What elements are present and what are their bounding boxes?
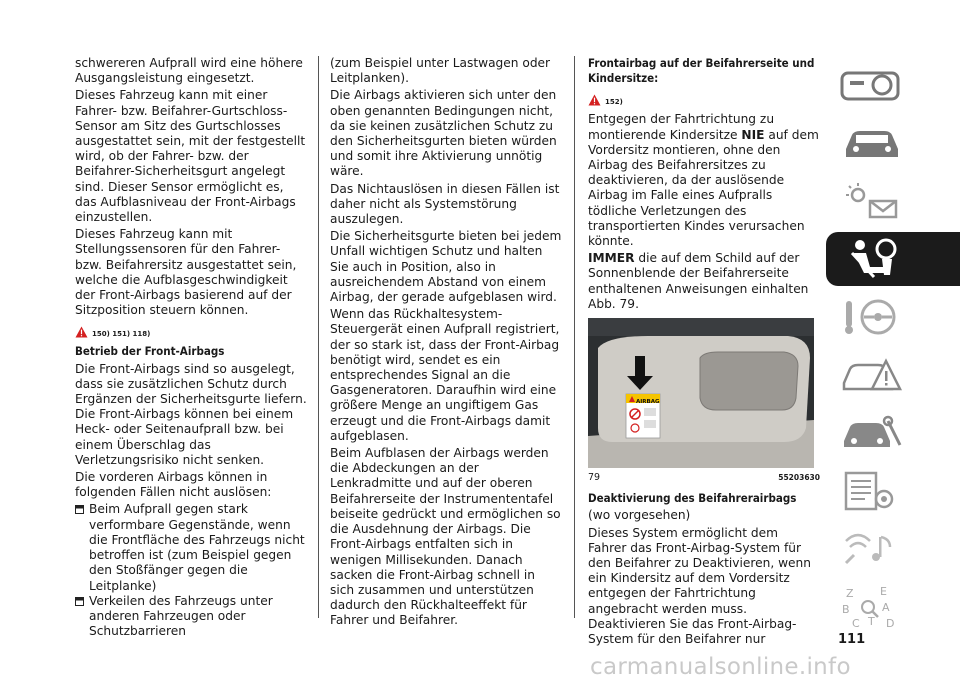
paragraph bbox=[588, 251, 820, 312]
tab-safety[interactable] bbox=[826, 232, 960, 286]
paragraph: schwereren Aufprall wird eine höhere Ausgangsleistung eingesetzt. bbox=[75, 56, 303, 86]
paragraph: Die Sicherheitsgurte bieten bei jedem Unfall wichtigen Schutz und halten Sie auch in Position, also in ausreichendem Abstand von einem Airbag, der gerade aufgeblasen wird. bbox=[330, 229, 562, 305]
column-divider bbox=[574, 56, 575, 618]
car-instruments-icon bbox=[840, 123, 904, 163]
tab-driving[interactable] bbox=[826, 290, 960, 344]
column-3 bbox=[588, 56, 820, 649]
paragraph: Die Airbags aktivieren sich unter den oben genannten Bedingungen nicht, da sie keinen zusätzlichen Schutz zu den Sicherheitsgurten bieten würden und somit ihre Aktivierung unnötig wäre. bbox=[330, 88, 557, 179]
bullet-item bbox=[75, 502, 307, 593]
warning-triangle-icon bbox=[75, 326, 88, 338]
section-heading: Deaktivierung des Beifahrerairbags bbox=[588, 491, 797, 506]
bullet-box-icon bbox=[75, 505, 84, 514]
driving-key-wheel-icon bbox=[840, 297, 904, 337]
figure-number: 79 bbox=[588, 472, 601, 484]
page-number: 111 bbox=[838, 632, 866, 647]
index-letter: E bbox=[880, 585, 887, 598]
index-letter: T bbox=[868, 615, 875, 628]
car-dashboard-icon bbox=[840, 65, 904, 105]
warning-refs: 152) bbox=[605, 98, 623, 107]
tab-emergency[interactable] bbox=[826, 348, 960, 402]
text: die auf dem Schild auf der Sonnenblende der Beifahrerseite enthaltenen Anweisungen einhalten Abb. 79. bbox=[588, 251, 809, 311]
paragraph: Beim Aufblasen der Airbags werden die Abdeckungen an der Lenkradmitte und auf der oberen Beifahrerseite der Instrumententafel beiseite gedrückt und ermöglichen so die Ausdehnung der Airbags. Die Front-Airbags entfalten sich in wenigen Millisekunden. Danach sacken die Front-Airbag schnell in sich zusammen und unterstützen dadurch den Rückhalteeffekt für Fahrer und Beifahrer. bbox=[330, 446, 561, 628]
airbag-label: AIRBAG bbox=[636, 399, 660, 406]
emphasis-never: NIE bbox=[741, 127, 765, 142]
tab-technical-data[interactable] bbox=[826, 464, 960, 518]
warning-reference bbox=[588, 90, 820, 106]
tab-lights[interactable] bbox=[826, 174, 960, 228]
index-letter: B bbox=[842, 603, 850, 616]
seat-safety-icon bbox=[840, 237, 904, 281]
subheading: (wo vorgesehen) bbox=[588, 508, 691, 523]
figure-caption bbox=[588, 470, 820, 485]
column-divider bbox=[318, 56, 319, 618]
paragraph: Das Nichtauslösen in diesen Fällen ist daher nicht als Systemstörung auszulegen. bbox=[330, 181, 560, 227]
tab-instruments[interactable] bbox=[826, 116, 960, 170]
chapter-tabs bbox=[826, 58, 960, 638]
paragraph bbox=[588, 112, 820, 249]
section-heading: Frontairbag auf der Beifahrerseite und Kindersitze: bbox=[588, 56, 815, 86]
bullet-box-icon bbox=[75, 597, 84, 606]
text: Entgegen der Fahrtrichtung zu montierende Kindersitze bbox=[588, 112, 775, 142]
sun-visor-illustration bbox=[588, 318, 814, 468]
bullet-text: Beim Aufprall gegen stark verformbare Gegenstände, wenn die Frontfläche des Fahrzeugs nicht betroffen ist (zum Beispiel gegen den Stoßfänger gegen die Leitplanke) bbox=[89, 502, 305, 593]
emergency-warning-icon bbox=[840, 355, 904, 395]
paragraph: Dieses Fahrzeug kann mit einer Fahrer- bzw. Beifahrer-Gurtschloss-Sensor am Sitz des Gurtschlosses ausgestattet sein, mit der festgestellt wird, ob der Fahrer- bzw. der Beifahrer-Sicherheitsgurt angelegt sind. Dieser Sensor ermöglicht es, das Aufblasniveau der Front-Airbags einzustellen. bbox=[75, 88, 306, 225]
tab-index[interactable] bbox=[826, 580, 960, 634]
paragraph: (zum Beispiel unter Lastwagen oder Leitplanken). bbox=[330, 56, 551, 86]
watermark[interactable]: carmanualsonline.info bbox=[590, 654, 851, 680]
paragraph: Die vorderen Airbags können in folgenden Fällen nicht auslösen: bbox=[75, 470, 272, 500]
warning-refs: 150) 151) 118) bbox=[92, 330, 151, 339]
bullet-text: Verkeilen des Fahrzeugs unter anderen Fahrzeugen oder Schutzbarrieren bbox=[89, 593, 273, 639]
bullet-item bbox=[75, 594, 307, 640]
index-letters-icon bbox=[840, 585, 904, 629]
index-letter: Z bbox=[846, 587, 854, 600]
paragraph: Dieses Fahrzeug kann mit Stellungssensoren für den Fahrer- bzw. Beifahrersitz ausgestattet sein, welche die Aufblasgeschwindigkeit der Front-Airbags basierend auf der Sitzposition steuern können. bbox=[75, 227, 297, 318]
warning-reference bbox=[75, 322, 307, 338]
column-2 bbox=[330, 56, 562, 631]
paragraph: Die Front-Airbags sind so ausgelegt, dass sie zusätzlichen Schutz durch Ergänzen der Sicherheitsgurte liefern. Die Front-Airbags können bei einem Heck- oder Seitenaufprall bzw. bei einem Überschlag das Verletzungsrisiko nicht senken. bbox=[75, 361, 307, 467]
emphasis-always: IMMER bbox=[588, 251, 635, 266]
light-mail-icon bbox=[840, 181, 904, 221]
text: auf dem Vordersitz montieren, ohne den Airbag des Beifahrersitzes zu deaktivieren, da der auslösende Airbag im Falle eines Aufpralls tödliche Verletzungen des transportierten Kindes verursachen könnte. bbox=[588, 127, 819, 249]
column-1 bbox=[75, 56, 307, 639]
section-heading: Betrieb der Front-Airbags bbox=[75, 344, 225, 359]
sun-visor-figure bbox=[588, 318, 814, 468]
technical-data-icon bbox=[840, 471, 904, 511]
paragraph: Wenn das Rückhaltesystem-Steuergerät einen Aufprall registriert, der so stark ist, dass der Front-Airbag benötigt wird, sendet es ein entsprechendes Signal an die Gasgeneratoren. Daraufhin wird eine größere Menge an ungiftigem Gas erzeugt und die Front-Airbags damit aufgeblasen. bbox=[330, 307, 560, 443]
index-letter: C bbox=[852, 617, 860, 629]
tab-multimedia[interactable] bbox=[826, 522, 960, 576]
paragraph: Dieses System ermöglicht dem Fahrer das Front-Airbag-System für den Beifahrer zu Deaktivieren, wenn ein Kindersitz auf dem Vordersitz entgegen der Fahrtrichtung angebracht werden muss. Deaktivieren Sie das Front-Airbag-System für den Beifahrer nur bbox=[588, 525, 811, 647]
warning-triangle-icon bbox=[588, 94, 601, 106]
index-letter: A bbox=[882, 601, 890, 614]
index-letter: D bbox=[886, 617, 895, 629]
tab-dashboard[interactable] bbox=[826, 58, 960, 112]
car-service-tools-icon bbox=[840, 413, 904, 453]
multimedia-icon bbox=[840, 529, 904, 569]
figure-code: 55203630 bbox=[778, 473, 820, 483]
tab-service[interactable] bbox=[826, 406, 960, 460]
